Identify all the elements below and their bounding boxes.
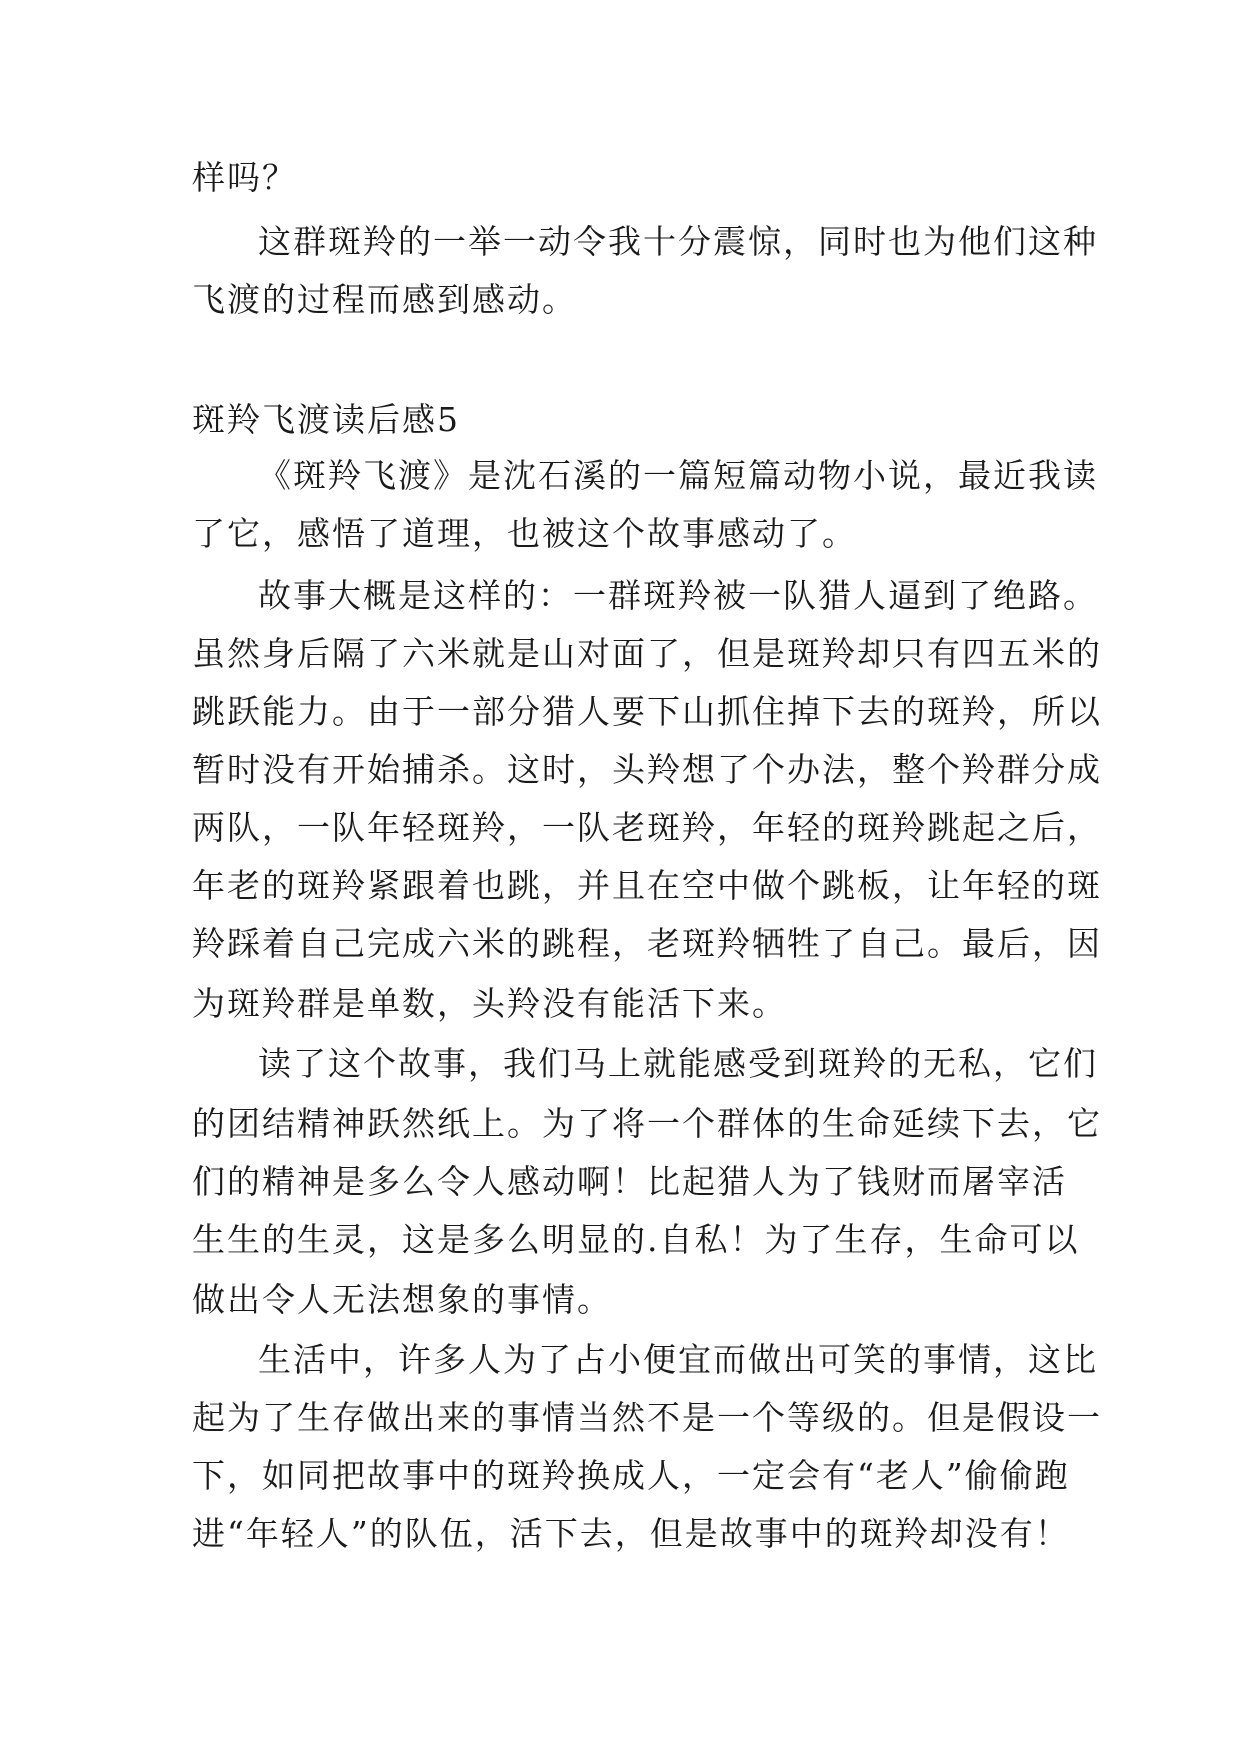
paragraph-line: 进“年轻人”的队伍，活下去，但是故事中的斑羚却没有！: [192, 1514, 1070, 1553]
paragraph-line: 做出令人无法想象的事情。: [192, 1280, 612, 1319]
paragraph-line: 下，如同把故事中的斑羚换成人，一定会有“老人”偷偷跑: [192, 1456, 1070, 1495]
paragraph-line: 的团结精神跃然纸上。为了将一个群体的生命延续下去，它: [192, 1104, 1102, 1143]
paragraph-line: 两队，一队年轻斑羚，一队老斑羚，年轻的斑羚跳起之后，: [192, 808, 1102, 847]
paragraph-line: 暂时没有开始捕杀。这时，头羚想了个办法，整个羚群分成: [192, 750, 1102, 789]
paragraph-line: 跳跃能力。由于一部分猎人要下山抓住掉下去的斑羚，所以: [192, 692, 1102, 731]
paragraph-line: 年老的斑羚紧跟着也跳，并且在空中做个跳板，让年轻的斑: [192, 866, 1102, 905]
paragraph-line: 虽然身后隔了六米就是山对面了，但是斑羚却只有四五米的: [192, 634, 1102, 673]
paragraph-line: 羚踩着自己完成六米的跳程，老斑羚牺牲了自己。最后，因: [192, 924, 1102, 963]
paragraph-line: 生活中，许多人为了占小便宜而做出可笑的事情，这比: [258, 1340, 1098, 1379]
paragraph-line: 生生的生灵，这是多么明显的.自私！为了生存，生命可以: [192, 1220, 1080, 1259]
paragraph-line: 样吗？: [192, 158, 297, 197]
paragraph-line: 了它，感悟了道理，也被这个故事感动了。: [192, 514, 857, 553]
paragraph-line: 飞渡的过程而感到感动。: [192, 280, 577, 319]
paragraph-line: 《斑羚飞渡》是沈石溪的一篇短篇动物小说，最近我读: [258, 456, 1098, 495]
section-title: 斑羚飞渡读后感5: [192, 400, 460, 439]
paragraph-line: 读了这个故事，我们马上就能感受到斑羚的无私，它们: [258, 1044, 1098, 1083]
paragraph-line: 这群斑羚的一举一动令我十分震惊，同时也为他们这种: [258, 222, 1098, 261]
paragraph-line: 们的精神是多么令人感动啊！比起猎人为了钱财而屠宰活: [192, 1162, 1067, 1201]
paragraph-line: 起为了生存做出来的事情当然不是一个等级的。但是假设一: [192, 1398, 1102, 1437]
paragraph-line: 为斑羚群是单数，头羚没有能活下来。: [192, 984, 787, 1023]
paragraph-line: 故事大概是这样的：一群斑羚被一队猎人逼到了绝路。: [258, 576, 1098, 615]
